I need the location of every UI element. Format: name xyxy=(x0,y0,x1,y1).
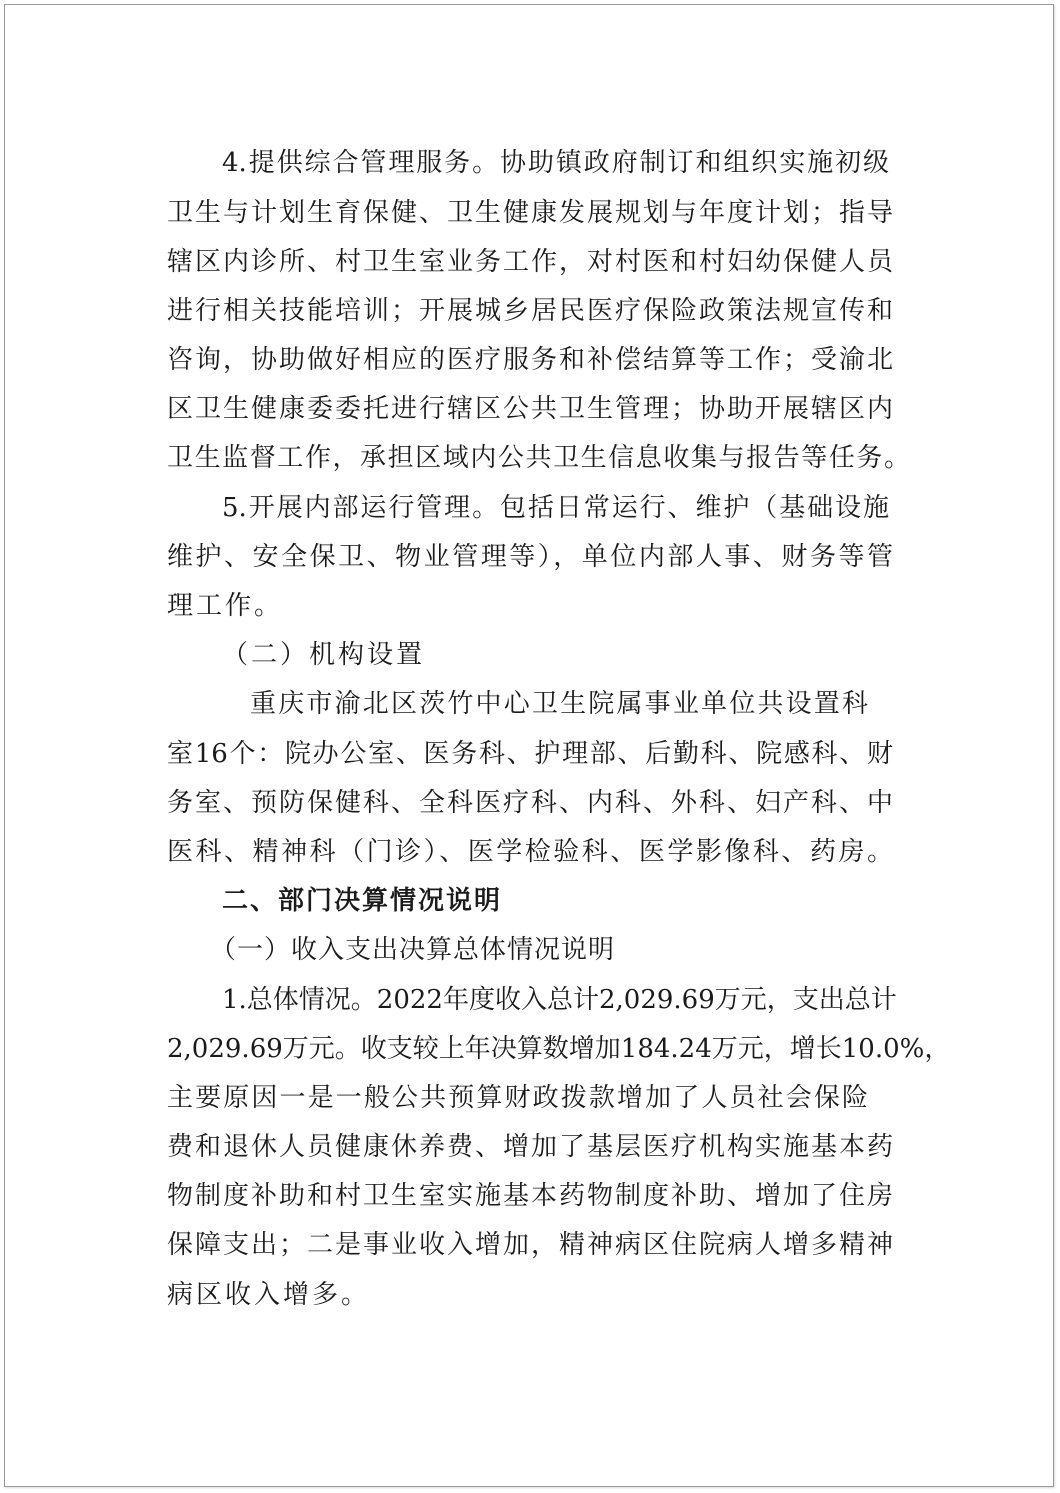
paragraph-line: 咨询，协助做好相应的医疗服务和补偿结算等工作；受渝北 xyxy=(167,345,893,375)
paragraph-line: 物制度补助和村卫生室实施基本药物制度补助、增加了住房 xyxy=(167,1181,893,1211)
paragraph-line: 保障支出；二是事业收入增加，精神病区住院病人增多精神 xyxy=(167,1230,893,1260)
paragraph-line: 主要原因一是一般公共预算财政拨款增加了人员社会保险 xyxy=(167,1083,868,1113)
paragraph-line: 费和退休人员健康休养费、增加了基层医疗机构实施基本药 xyxy=(167,1132,893,1162)
subsection-heading: （一）收入支出决算总体情况说明 xyxy=(210,935,616,965)
paragraph-line: 理工作。 xyxy=(167,591,284,621)
paragraph-line: 辖区内诊所、村卫生室业务工作，对村医和村妇幼保健人员 xyxy=(167,247,893,277)
paragraph-line: 重庆市渝北区茨竹中心卫生院属事业单位共设置科 xyxy=(250,689,868,719)
paragraph-line: 区卫生健康委委托进行辖区公共卫生管理；协助开展辖区内 xyxy=(167,394,893,424)
paragraph-line: 病区收入增多。 xyxy=(167,1280,371,1310)
paragraph-line: 维护、安全保卫、物业管理等），单位内部人事、财务等管 xyxy=(167,542,893,572)
paragraph-line: 医科、精神科（门诊）、医学检验科、医学影像科、药房。 xyxy=(167,837,893,867)
paragraph-line: 进行相关技能培训；开展城乡居民医疗保险政策法规宣传和 xyxy=(167,296,893,326)
paragraph-line: 卫生与计划生育保健、卫生健康发展规划与年度计划；指导 xyxy=(167,198,893,228)
paragraph-line: 2,029.69万元。收支较上年决算数增加184.24万元，增长10.0%， xyxy=(167,1034,951,1064)
paragraph-line: 1.总体情况。2022年度收入总计2,029.69万元，支出总计 xyxy=(222,985,897,1015)
paragraph-line: 卫生监督工作，承担区域内公共卫生信息收集与报告等任务。 xyxy=(167,443,910,473)
paragraph-line: 务室、预防保健科、全科医疗科、内科、外科、妇产科、中 xyxy=(167,788,893,818)
paragraph-line: 5.开展内部运行管理。包括日常运行、维护（基础设施 xyxy=(222,493,889,523)
paragraph-line: 室16个：院办公室、医务科、护理部、后勤科、院感科、财 xyxy=(167,739,893,769)
paragraph-line: 4.提供综合管理服务。协助镇政府制订和组织实施初级 xyxy=(222,148,889,178)
org-heading: （二）机构设置 xyxy=(222,640,426,670)
section-heading: 二、部门决算情况说明 xyxy=(222,886,503,916)
